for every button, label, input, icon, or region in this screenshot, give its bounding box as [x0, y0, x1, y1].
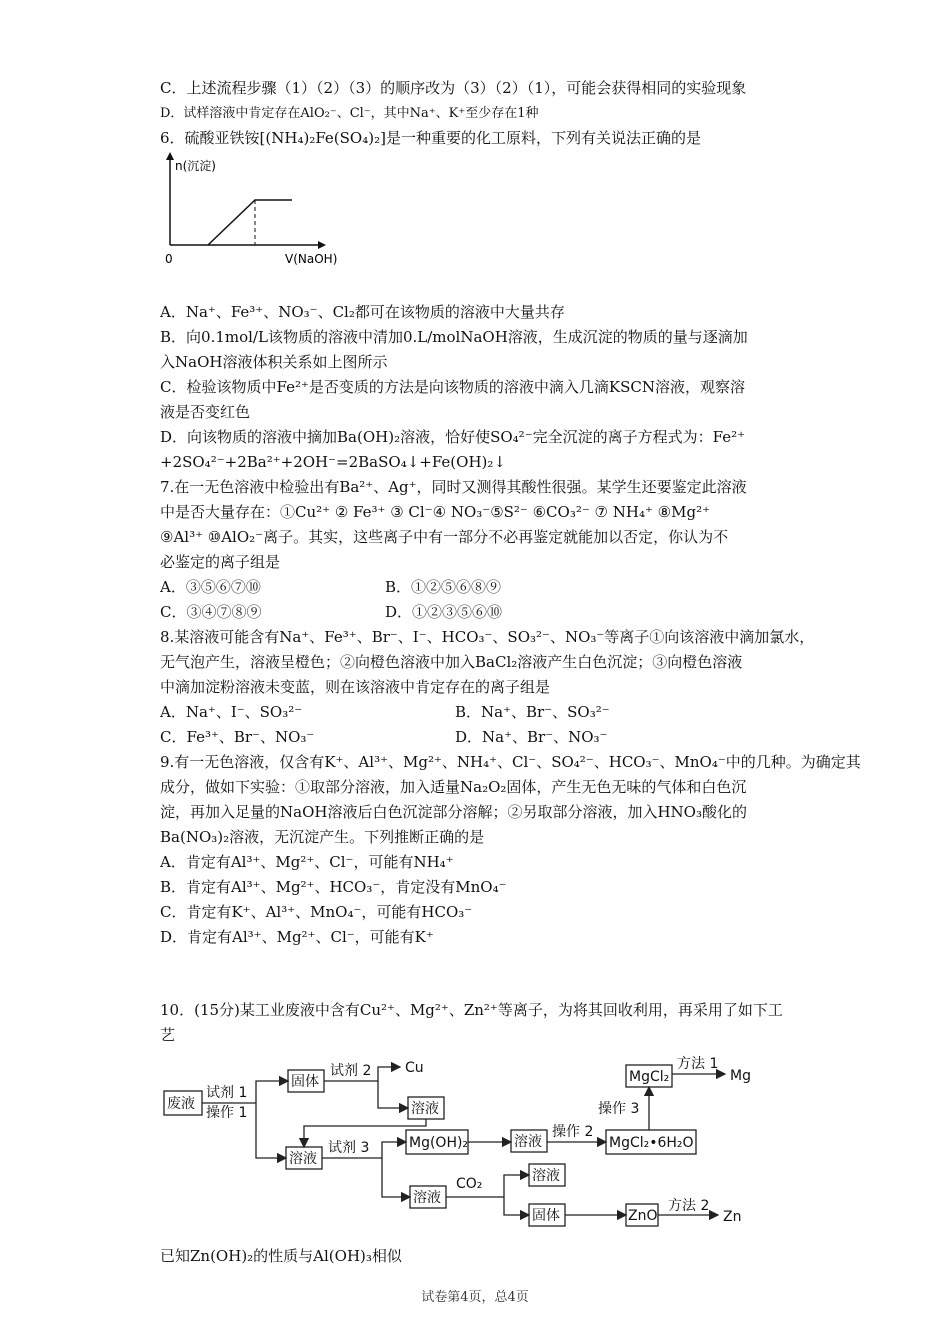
flow-mgoh2: Mg(OH)₂: [409, 1135, 469, 1151]
q7-line4: 必鉴定的离子组是: [160, 553, 281, 571]
q6-option-c-line2: 液是否变红色: [160, 403, 251, 421]
q7-line1: 7.在一无色溶液中检验出有Ba²⁺、Ag⁺，同时又测得其酸性很强。某学生还要鉴定此溶液: [160, 478, 747, 496]
q8-option-c: C．Fe³⁺、Br⁻、NO₃⁻: [160, 728, 315, 746]
q10-line2: 艺: [160, 1026, 176, 1044]
flow-rongye3: 溶液: [514, 1134, 542, 1150]
flow-rongye4: 溶液: [413, 1190, 441, 1206]
q8-option-a: A．Na⁺、I⁻、SO₃²⁻: [160, 703, 303, 721]
flow-caozuo1: 操作 1: [206, 1105, 248, 1121]
q9-option-c: C．肯定有K⁺、Al³⁺、MnO₄⁻，可能有HCO₃⁻: [160, 903, 473, 921]
q10-line1: 10．(15分)某工业废液中含有Cu²⁺、Mg²⁺、Zn²⁺等离子，为将其回收利用，再采用了如下工: [160, 1001, 783, 1019]
flow-rongye1: 溶液: [411, 1101, 439, 1117]
flow-shiji1: 试剂 1: [206, 1085, 248, 1101]
flow-cu: Cu: [405, 1060, 424, 1076]
q8-line3: 中滴加淀粉溶液未变蓝，则在该溶液中肯定存在的离子组是: [160, 678, 551, 696]
q8-option-d: D．Na⁺、Br⁻、NO₃⁻: [455, 728, 608, 746]
q5-option-d: D．试样溶液中肯定存在AlO₂⁻、Cl⁻，其中Na⁺、K⁺至少存在1种: [160, 106, 539, 121]
q5-option-c: C．上述流程步骤（1）（2）（3）的顺序改为（3）（2）（1），可能会获得相同的实验现象: [160, 79, 747, 97]
q9-option-d: D．肯定有Al³⁺、Mg²⁺、Cl⁻，可能有K⁺: [160, 928, 434, 946]
flow-mgcl2: MgCl₂: [629, 1069, 670, 1085]
flow-guti1: 固体: [291, 1074, 319, 1090]
q6-graph-ylabel: n(沉淀): [175, 159, 216, 173]
flow-rongye5: 溶液: [532, 1168, 560, 1184]
q7-line3: ⑨Al³⁺ ⑩AlO₂⁻离子。其实，这些离子中有一部分不必再鉴定就能加以否定，你认为不: [160, 528, 729, 546]
q9-option-a: A．肯定有Al³⁺、Mg²⁺、Cl⁻，可能有NH₄⁺: [160, 853, 454, 871]
q7-option-a: A．③⑤⑥⑦⑩: [160, 578, 261, 596]
q6-graph: [160, 150, 360, 270]
q9-line2: 成分，做如下实验：①取部分溶液，加入适量Na₂O₂固体，产生无色无味的气体和白色沉: [160, 778, 747, 796]
flow-caozuo3: 操作 3: [598, 1101, 640, 1117]
flow-fangfa2: 方法 2: [668, 1198, 710, 1214]
q9-line4: Ba(NO₃)₂溶液，无沉淀产生。下列推断正确的是: [160, 828, 485, 846]
q8-option-b: B．Na⁺、Br⁻、SO₃²⁻: [455, 703, 610, 721]
q7-line2: 中是否大量存在：①Cu²⁺ ② Fe³⁺ ③ Cl⁻④ NO₃⁻⑤S²⁻ ⑥CO₃²⁻ ⑦ NH₄⁺ ⑧Mg²⁺: [160, 503, 711, 521]
flow-zno: ZnO: [628, 1208, 658, 1224]
q6-graph-xlabel: V(NaOH): [285, 252, 338, 266]
flow-fangfa1: 方法 1: [677, 1056, 719, 1072]
q6-option-d-line1: D．向该物质的溶液中摘加Ba(OH)₂溶液，恰好使SO₄²⁻完全沉淀的离子方程式为：Fe²⁺: [160, 428, 746, 446]
page-footer: 试卷第4页，总4页: [421, 1290, 529, 1305]
q7-option-c: C．③④⑦⑧⑨: [160, 603, 262, 621]
q6-stem: 6．硫酸亚铁铵[(NH₄)₂Fe(SO₄)₂]是一种重要的化工原料，下列有关说法正确的是: [160, 129, 701, 147]
q9-line3: 淀，再加入足量的NaOH溶液后白色沉淀部分溶解；②另取部分溶液，加入HNO₃酸化的: [160, 803, 747, 821]
flow-feiye: 废液: [167, 1096, 195, 1112]
q6-option-d-line2: +2SO₄²⁻+2Ba²⁺+2OH⁻=2BaSO₄↓+Fe(OH)₂↓: [160, 453, 506, 471]
q7-option-b: B．①②⑤⑥⑧⑨: [385, 578, 502, 596]
q6-option-b-line1: B．向0.1mol/L该物质的溶液中清加0.L/molNaOH溶液，生成沉淀的物质的量与逐滴加: [160, 328, 748, 346]
q10-known: 已知Zn(OH)₂的性质与Al(OH)₃相似: [160, 1247, 402, 1265]
q8-line1: 8.某溶液可能含有Na⁺、Fe³⁺、Br⁻、I⁻、HCO₃⁻、SO₃²⁻、NO₃⁻等离子①向该溶液中滴加氯水，: [160, 628, 815, 646]
flow-shiji3: 试剂 3: [328, 1140, 370, 1156]
flow-guti2: 固体: [532, 1208, 560, 1224]
q10-flowchart: [160, 1050, 760, 1240]
q9-line1: 9.有一无色溶液，仅含有K⁺、Al³⁺、Mg²⁺、NH₄⁺、Cl⁻、SO₄²⁻、HCO₃⁻、MnO₄⁻中的几种。为确定其: [160, 753, 861, 771]
flow-co2: CO₂: [456, 1176, 483, 1192]
q7-option-d: D．①②③⑤⑥⑩: [385, 603, 503, 621]
flow-caozuo2: 操作 2: [552, 1124, 594, 1140]
q8-line2: 无气泡产生，溶液呈橙色；②向橙色溶液中加入BaCl₂溶液产生白色沉淀；③向橙色溶液: [160, 653, 743, 671]
q6-graph-origin: 0: [165, 252, 173, 266]
flow-shiji2: 试剂 2: [330, 1063, 372, 1079]
q6-option-c-line1: C．检验该物质中Fe²⁺是否变质的方法是向该物质的溶液中滴入几滴KSCN溶液，观察溶: [160, 378, 745, 396]
flow-zn: Zn: [723, 1209, 742, 1225]
q6-option-b-line2: 入NaOH溶液体积关系如上图所示: [160, 353, 388, 371]
flow-mg: Mg: [730, 1068, 751, 1084]
q6-graph-curve: [208, 200, 292, 245]
q9-option-b: B．肯定有Al³⁺、Mg²⁺、HCO₃⁻，肯定没有MnO₄⁻: [160, 878, 507, 896]
flow-rongye2: 溶液: [289, 1151, 317, 1167]
flow-mgcl2hyd: MgCl₂•6H₂O: [609, 1135, 694, 1151]
q6-option-a: A．Na⁺、Fe³⁺、NO₃⁻、Cl₂都可在该物质的溶液中大量共存: [160, 303, 565, 321]
